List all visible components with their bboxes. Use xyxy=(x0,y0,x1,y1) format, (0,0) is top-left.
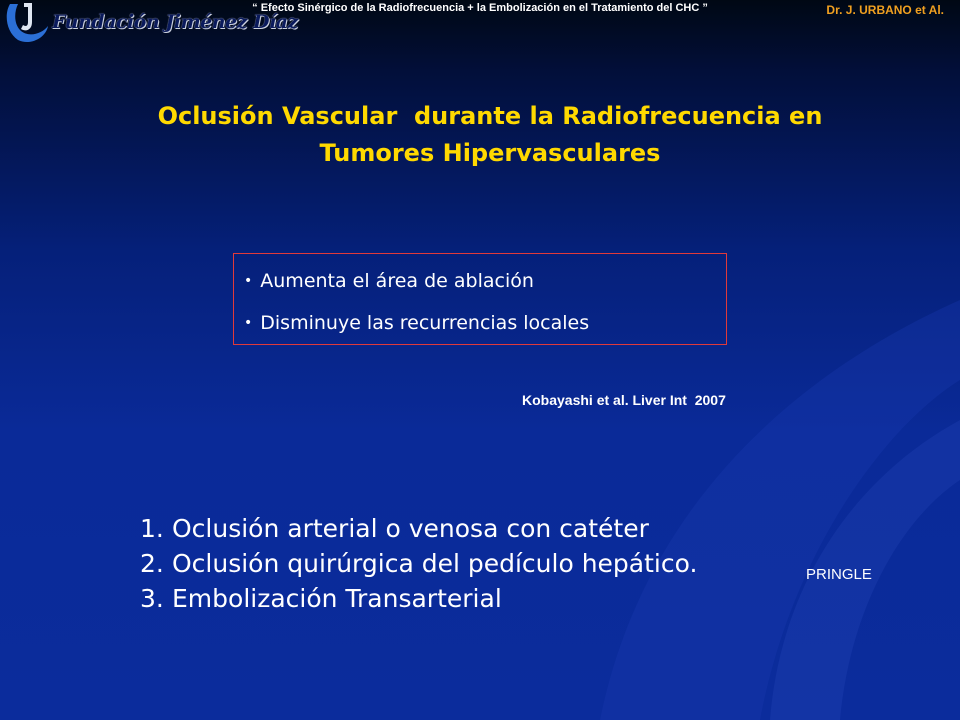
bullet-icon: • xyxy=(244,273,253,289)
numbered-item xyxy=(140,546,697,581)
item-number: 2. xyxy=(140,549,164,578)
logo-text: Fundación Jiménez Díaz xyxy=(52,11,298,33)
slide-title-line-2: Tumores Hipervasculares xyxy=(319,139,661,167)
bullet-icon: • xyxy=(244,315,253,331)
list-item xyxy=(244,302,726,344)
presentation-title: “ Efecto Sinérgico de la Radiofrecuencia + la Embolización en el Tratamiento del CHC ” xyxy=(252,2,708,14)
item-text: Oclusión quirúrgica del pedículo hepático. xyxy=(172,549,698,578)
list-item-text: Disminuye las recurrencias locales xyxy=(260,312,590,334)
item-text: Oclusión arterial o venosa con catéter xyxy=(172,514,649,543)
list-item-text: Aumenta el área de ablación xyxy=(260,270,534,292)
list-item xyxy=(244,260,726,302)
author-label: Dr. J. URBANO et Al. xyxy=(826,3,944,17)
citation: Kobayashi et al. Liver Int 2007 xyxy=(522,392,726,408)
slide-title-line-1: Oclusión Vascular durante la Radiofrecuencia en xyxy=(157,102,823,130)
logo-emblem-icon xyxy=(2,0,54,44)
benefits-box xyxy=(233,253,727,345)
foundation-logo xyxy=(2,0,298,44)
item-number: 1. xyxy=(140,514,164,543)
item-text: Embolización Transarterial xyxy=(172,584,502,613)
numbered-item xyxy=(140,581,697,616)
pringle-label: PRINGLE xyxy=(806,566,872,583)
numbered-item xyxy=(140,511,697,546)
numbered-list xyxy=(140,511,697,616)
slide-title xyxy=(60,98,920,172)
item-number: 3. xyxy=(140,584,164,613)
